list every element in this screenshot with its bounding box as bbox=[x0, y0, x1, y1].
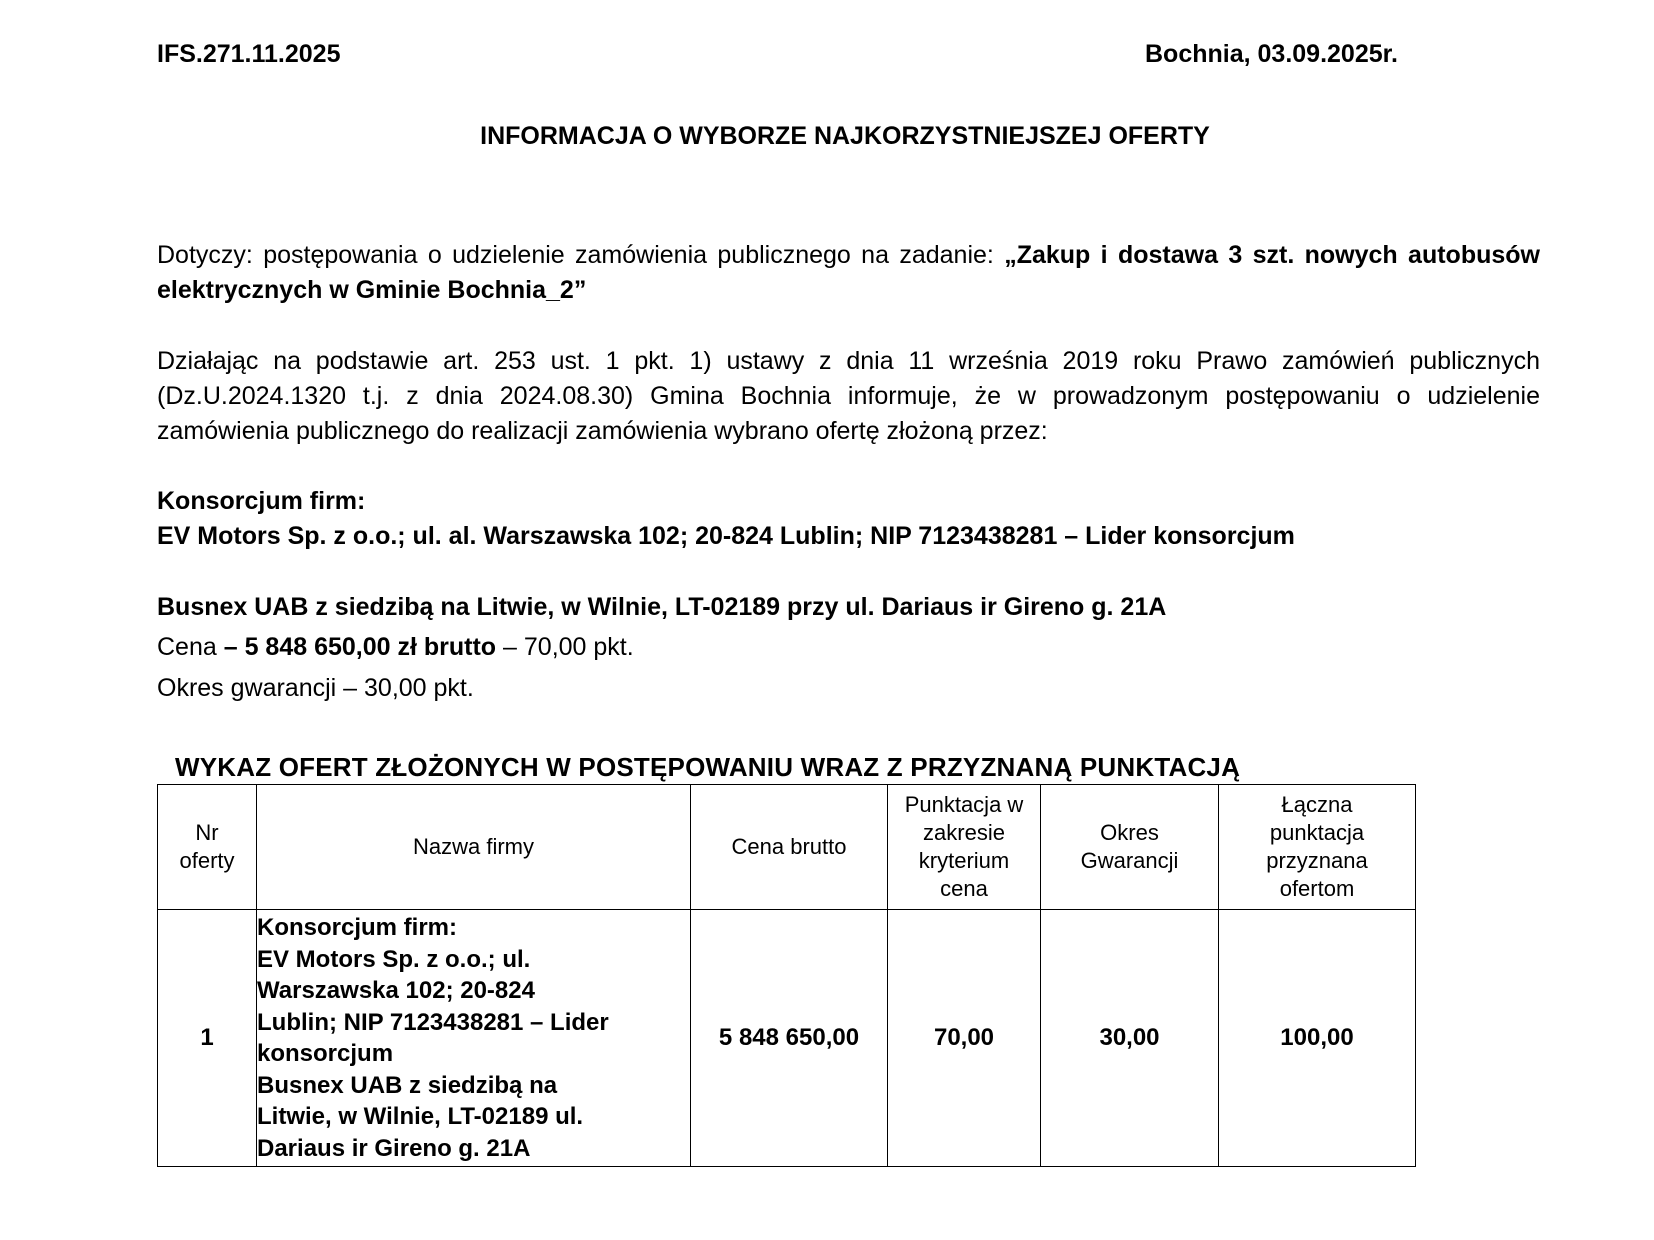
consortium-label: Konsorcjum firm: bbox=[157, 487, 366, 515]
header-price-points: Punktacja w zakresie kryterium cena bbox=[888, 785, 1041, 910]
consortium-leader: EV Motors Sp. z o.o.; ul. al. Warszawska 102; 20-824 Lublin; NIP 7123438281 – Lider konsorcjum bbox=[157, 522, 1295, 550]
offers-table-header-row bbox=[158, 785, 1416, 910]
firm-line: Busnex UAB z siedzibą na bbox=[257, 1071, 558, 1099]
firm-line: Litwie, w Wilnie, LT-02189 ul. bbox=[257, 1103, 584, 1130]
cell-firm-name bbox=[257, 910, 691, 1167]
firm-line: Lublin; NIP 7123438281 – Lider bbox=[257, 1008, 609, 1036]
cell-gross-price: 5 848 650,00 bbox=[691, 910, 888, 1167]
legal-basis-paragraph: Działając na podstawie art. 253 ust. 1 pkt. 1) ustawy z dnia 11 września 2019 roku Prawo zamówień publicznych (Dz.U.2024.1320 t.j. z dnia 2024.08.30) Gmina Bochnia informuje, że w prowadzonym postępowaniu o udzielenie zamówienia publicznego do realizacji zamówienia wybrano ofertę złożoną przez: bbox=[157, 347, 1540, 445]
header-warranty: Okres Gwarancji bbox=[1041, 785, 1219, 910]
cell-price-points: 70,00 bbox=[888, 910, 1041, 1167]
offers-table bbox=[157, 784, 1416, 1167]
offers-table-title: WYKAZ OFERT ZŁOŻONYCH W POSTĘPOWANIU WRAZ Z PRZYZNANĄ PUNKTACJĄ bbox=[175, 752, 1241, 782]
header-offer-number: Nr oferty bbox=[158, 785, 257, 910]
table-row bbox=[158, 910, 1416, 1167]
cell-warranty-points: 30,00 bbox=[1041, 910, 1219, 1167]
document-reference: IFS.271.11.2025 bbox=[157, 40, 341, 68]
firm-line: EV Motors Sp. z o.o.; ul. bbox=[257, 945, 531, 973]
task-name: „Zakup i dostawa 3 szt. nowych autobusów elektrycznych w Gminie Bochnia_2” bbox=[157, 241, 1540, 304]
place-and-date: Bochnia, 03.09.2025r. bbox=[1145, 40, 1398, 68]
price-dash: – bbox=[223, 633, 245, 661]
price-points: – 70,00 pkt. bbox=[496, 633, 634, 661]
document-title: INFORMACJA O WYBORZE NAJKORZYSTNIEJSZEJ OFERTY bbox=[480, 122, 1210, 150]
header-firm-name: Nazwa firmy bbox=[257, 785, 691, 910]
header-gross-price: Cena brutto bbox=[691, 785, 888, 910]
firm-line: konsorcjum bbox=[257, 1040, 394, 1067]
header-total-points: Łączna punktacja przyznana ofertom bbox=[1219, 785, 1416, 910]
firm-line: Dariaus ir Gireno g. 21A bbox=[257, 1134, 531, 1162]
price-line bbox=[157, 630, 634, 665]
price-value: 5 848 650,00 zł brutto bbox=[244, 633, 497, 661]
cell-total-points: 100,00 bbox=[1219, 910, 1416, 1167]
firm-line: Warszawska 102; 20-824 bbox=[257, 977, 535, 1004]
cell-offer-number: 1 bbox=[158, 910, 257, 1167]
subject-paragraph bbox=[157, 238, 1540, 308]
consortium-member: Busnex UAB z siedzibą na Litwie, w Wilnie, LT-02189 przy ul. Dariaus ir Gireno g. 21A bbox=[157, 593, 1167, 621]
firm-line: Konsorcjum firm: bbox=[257, 914, 458, 941]
subject-prefix: Dotyczy: postępowania o udzielenie zamówienia publicznego na zadanie: bbox=[157, 241, 1005, 269]
price-label: Cena bbox=[157, 633, 224, 661]
warranty-line: Okres gwarancji – 30,00 pkt. bbox=[157, 674, 474, 702]
